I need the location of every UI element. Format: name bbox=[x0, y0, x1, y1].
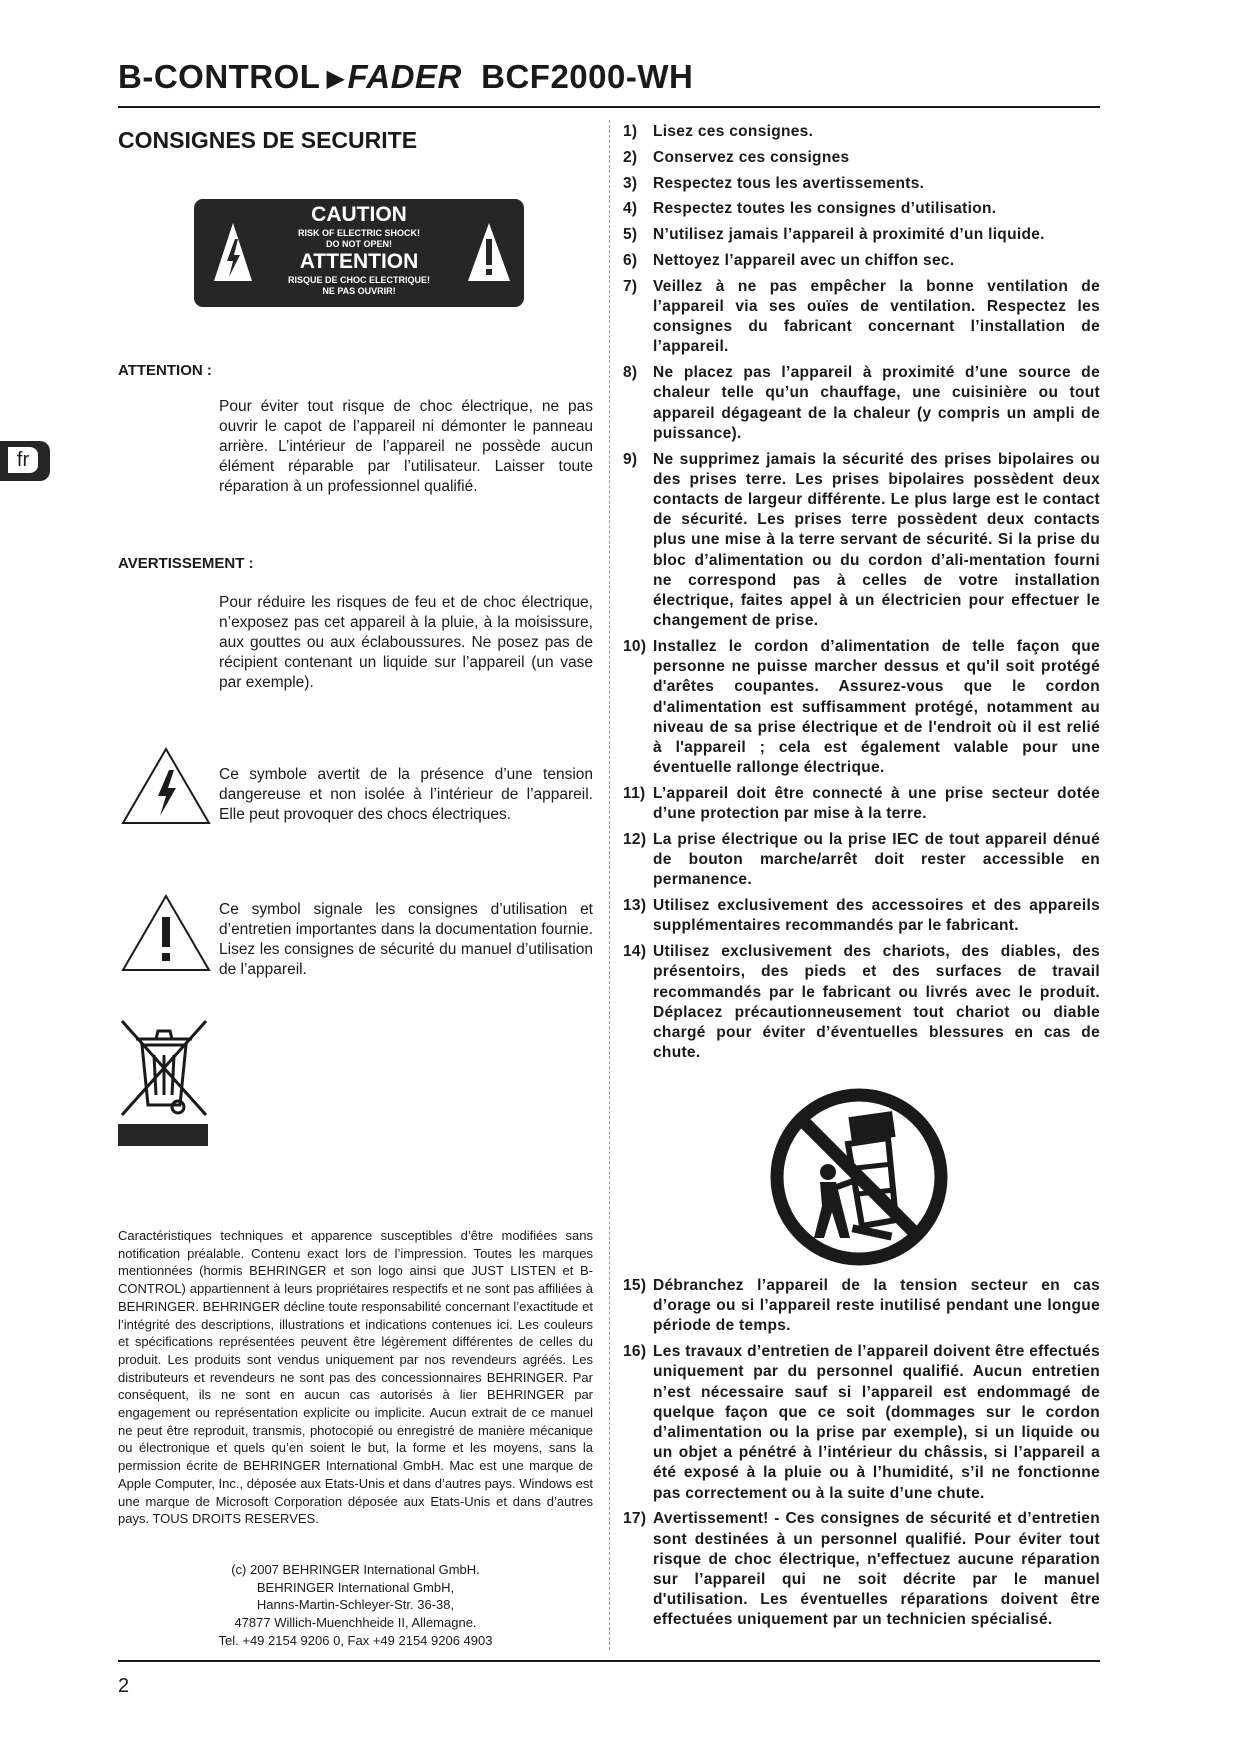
item-number: 17) bbox=[623, 1510, 647, 1528]
list-item bbox=[623, 122, 1100, 142]
item-number: 15) bbox=[623, 1277, 647, 1294]
item-text: Conservez ces consignes bbox=[653, 148, 850, 166]
item-text: Ne placez pas l’appareil à proximité d’une source de chaleur telle qu’un chauffage, une cuisinière ou tout appareil dégageant de la chaleur (y compris un ampli de puissance). bbox=[653, 364, 1100, 442]
legal-notice: Caractéristiques techniques et apparence susceptibles d’être modifiées sans notification préalable. Contenu exact lors de l’impression. Toutes les marques mentionnées (hormis BEHRINGER et son logo ainsi que JUST LISTEN et B-CONTROL) appartiennent à leurs propriétaires respectifs et ne sont pas affiliées à BEHRINGER. BEHRINGER décline toute responsabilité concernant l’exactitude et l’intégrité des descriptions, illustrations et indications contenues ici. Les couleurs et spécifications représentées peuvent être légèrement différentes de celles du produit. Les produits sont vendus uniquement par nos revendeurs agréés. Les distributeurs et revendeurs ne sont pas des concessionnaires BEHRINGER. Par conséquent, ils ne sont en aucun cas autorisés à lier BEHRINGER par engagement ou représentation explicite ou implicite. Aucun extrait de ce manuel ne peut être reproduit, transmis, photocopié ou enregistré de manière mécanique ou électronique et quels qu’en soient le but, la forme et les moyens, sans la permission écrite de BEHRINGER International GmbH. Mac est une marque de Apple Computer, Inc., déposée aux Etats-Unis et dans d’autres pays. Windows est une marque de Microsoft Corporation déposée aux Etats-Unis et dans d’autres pays. TOUS DROITS RESERVES. bbox=[118, 1228, 593, 1527]
cart-warning-icon bbox=[770, 1088, 948, 1266]
list-item bbox=[623, 1509, 1100, 1630]
lightning-warning-icon bbox=[120, 746, 212, 826]
list-item bbox=[623, 784, 1100, 824]
item-text: Respectez toutes les consignes d’utilisation. bbox=[653, 200, 997, 218]
item-text: Débranchez l’appareil de la tension secteur en cas d’orage ou si l’appareil reste inutilisé pendant une longue période de temps. bbox=[653, 1277, 1100, 1335]
list-item bbox=[623, 1276, 1100, 1337]
lightning-icon bbox=[212, 221, 254, 283]
item-number: 16) bbox=[623, 1343, 647, 1361]
item-text: Les travaux d’entretien de l’appareil doivent être effectués uniquement par du personnel qualifié. Aucun entretien n’est nécessaire sauf si l’appareil est endommagé de quelque façon que ce soit (dommages sur le cordon d’alimentation ou la prise par exemple), si un liquide ou un objet a pénétré à l’intérieur du châssis, si l’appareil a été exposé à la pluie ou à l’humidité, s’il ne fonctionne pas correctement ou à la suite d’une chute. bbox=[653, 1343, 1100, 1502]
page-number: 2 bbox=[118, 1675, 130, 1697]
attention-text: Pour éviter tout risque de choc électrique, ne pas ouvrir le capot de l’appareil ni démonter le panneau arrière. L’intérieur de l’appareil ne possède aucun élément réparable par l’utilisateur. Laisser toute réparation à un professionnel qualifié. bbox=[219, 398, 593, 495]
list-item bbox=[623, 277, 1100, 358]
safety-instructions-list bbox=[623, 122, 1100, 1069]
weee-bin-icon bbox=[118, 1017, 210, 1119]
item-number: 1) bbox=[623, 123, 638, 140]
item-text: L’appareil doit être connecté à une prise secteur dotée d’une protection par mise à la terre. bbox=[653, 785, 1100, 823]
item-text: Avertissement! - Ces consignes de sécurité et d’entretien sont destinées à un personnel qualifié. Pour éviter tout risque de choc électrique, n'effectuez aucune réparation sur l’appareil qui ne soit décrite par le manuel d'utilisation. Les éventuelles réparations doivent être effectuées uniquement par un technicien spécialisé. bbox=[653, 1510, 1100, 1629]
item-number: 7) bbox=[623, 277, 638, 295]
address-line: Hanns-Martin-Schleyer-Str. 36-38, bbox=[256, 1597, 455, 1613]
avertissement-label: AVERTISSEMENT : bbox=[118, 555, 254, 572]
item-text: Lisez ces consignes. bbox=[653, 123, 814, 140]
list-item bbox=[623, 148, 1100, 168]
brand-fader: FADER bbox=[347, 58, 462, 95]
header-rule bbox=[118, 106, 1100, 108]
list-item bbox=[623, 363, 1100, 444]
item-text: Respectez tous les avertissements. bbox=[653, 174, 925, 192]
address-line: BEHRINGER International GmbH, bbox=[256, 1579, 455, 1595]
list-item bbox=[623, 450, 1100, 632]
caution-line1: RISK OF ELECTRIC SHOCK! bbox=[297, 228, 420, 238]
address-line: (c) 2007 BEHRINGER International GmbH. bbox=[231, 1562, 480, 1577]
attention-label: ATTENTION : bbox=[118, 362, 212, 379]
list-item bbox=[623, 199, 1100, 219]
item-text: Veillez à ne pas empêcher la bonne ventilation de l’appareil via ses ouïes de ventilation. Respectez les consignes du fabricant concernant l’installation de l’appareil. bbox=[653, 277, 1100, 356]
item-text: La prise électrique ou la prise IEC de tout appareil dénué de bouton marche/arrêt doit rester accessible en permanence. bbox=[653, 831, 1100, 889]
list-item bbox=[623, 225, 1100, 245]
item-text: Utilisez exclusivement des chariots, des diables, des présentoirs, des pieds et des surfaces de travail recommandés par le fabricant ou livrés avec le produit. Déplacez précautionneusement tout chariot ou diable chargé pour éviter d’éventuelles blessures en cas de chute. bbox=[653, 943, 1100, 1062]
language-tab-label: fr bbox=[8, 447, 38, 473]
list-item bbox=[623, 174, 1100, 194]
item-number: 12) bbox=[623, 831, 647, 849]
footer-rule bbox=[118, 1660, 1100, 1662]
language-tab bbox=[0, 441, 50, 481]
item-number: 9) bbox=[623, 450, 638, 468]
caution-label bbox=[194, 199, 524, 307]
item-number: 13) bbox=[623, 897, 647, 915]
item-number: 6) bbox=[623, 251, 638, 269]
attention-line1: RISQUE DE CHOC ELECTRIQUE! bbox=[287, 275, 430, 285]
exclamation-icon bbox=[466, 221, 512, 283]
list-item bbox=[623, 251, 1100, 271]
page-title: CONSIGNES DE SECURITE bbox=[118, 127, 418, 153]
item-number: 8) bbox=[623, 364, 638, 382]
list-item bbox=[623, 942, 1100, 1063]
exclamation-symbol-text: Ce symbol signale les consignes d’utilisation et d’entretien importantes dans la documentation fournie. Lisez les consignes de sécurité du manuel d’utilisation de l’appareil. bbox=[219, 901, 593, 978]
item-text: Ne supprimez jamais la sécurité des prises bipolaires ou des prises terre. Les prises bipolaires possèdent deux contacts de largeur différente. Le plus large est le contact de sécurité. Les prises terre possèdent deux contacts plus une mise à la terre servant de sécurité. Si la prise du bloc d’alimentation ou du cordon d’ali-mentation fourni ne correspond pas à celles de votre installation électrique, faites appel à un électricien pour effectuer le changement de prise. bbox=[653, 450, 1100, 630]
list-item bbox=[623, 637, 1100, 778]
weee-bar bbox=[118, 1124, 208, 1146]
item-number: 14) bbox=[623, 943, 647, 961]
company-address bbox=[118, 1561, 593, 1650]
attention-line2: NE PAS OUVRIR! bbox=[322, 286, 396, 296]
list-item bbox=[623, 1342, 1100, 1504]
caution-line2: DO NOT OPEN! bbox=[325, 239, 392, 249]
brand-name: B-CONTROL bbox=[118, 58, 321, 95]
item-text: Nettoyez l’appareil avec un chiffon sec. bbox=[653, 251, 955, 269]
address-line: 47877 Willich-Muenchheide II, Allemagne. bbox=[234, 1615, 477, 1631]
attention-title: ATTENTION bbox=[299, 250, 419, 273]
avertissement-text: Pour réduire les risques de feu et de choc électrique, n’exposez pas cet appareil à la pluie, à la moisissure, aux gouttes ou aux éclaboussures. Ne posez pas de récipient contenant un liquide sur l’appareil (un vase par exemple). bbox=[219, 594, 593, 691]
item-number: 11) bbox=[623, 785, 646, 803]
item-text: Utilisez exclusivement des accessoires et des appareils supplémentaires recommandés par le fabricant. bbox=[653, 897, 1100, 935]
item-number: 5) bbox=[623, 226, 638, 244]
item-number: 4) bbox=[623, 200, 638, 218]
address-line: Tel. +49 2154 9206 0, Fax +49 2154 9206 4903 bbox=[218, 1632, 493, 1648]
safety-instructions-list-continued bbox=[623, 1276, 1100, 1636]
list-item bbox=[623, 896, 1100, 936]
caution-title: CAUTION bbox=[311, 203, 407, 226]
column-separator bbox=[609, 120, 610, 1650]
list-item bbox=[623, 830, 1100, 891]
item-number: 10) bbox=[623, 638, 647, 656]
item-text: Installez le cordon d’alimentation de telle façon que personne ne puisse marcher dessus et qu'il soit protégé d'arêtes coupantes. Assurez-vous que le cordon d'alimentation est suffisamment protégé, notamment au niveau de sa prise électrique et de l'endroit où il est relié à l'appareil ; cela est également valable pour une éventuelle rallonge électrique. bbox=[653, 638, 1100, 777]
exclamation-warning-icon bbox=[120, 893, 212, 973]
brand-model: BCF2000-WH bbox=[481, 58, 694, 95]
item-number: 3) bbox=[623, 174, 638, 192]
document-header-brand bbox=[118, 58, 693, 96]
item-text: N’utilisez jamais l’appareil à proximité d’un liquide. bbox=[653, 226, 1045, 244]
lightning-symbol-text: Ce symbole avertit de la présence d’une tension dangereuse et non isolée à l’intérieur de l’appareil. Elle peut provoquer des chocs électriques. bbox=[219, 766, 593, 823]
brand-arrow-icon: ▶ bbox=[326, 65, 346, 92]
item-number: 2) bbox=[623, 148, 638, 166]
